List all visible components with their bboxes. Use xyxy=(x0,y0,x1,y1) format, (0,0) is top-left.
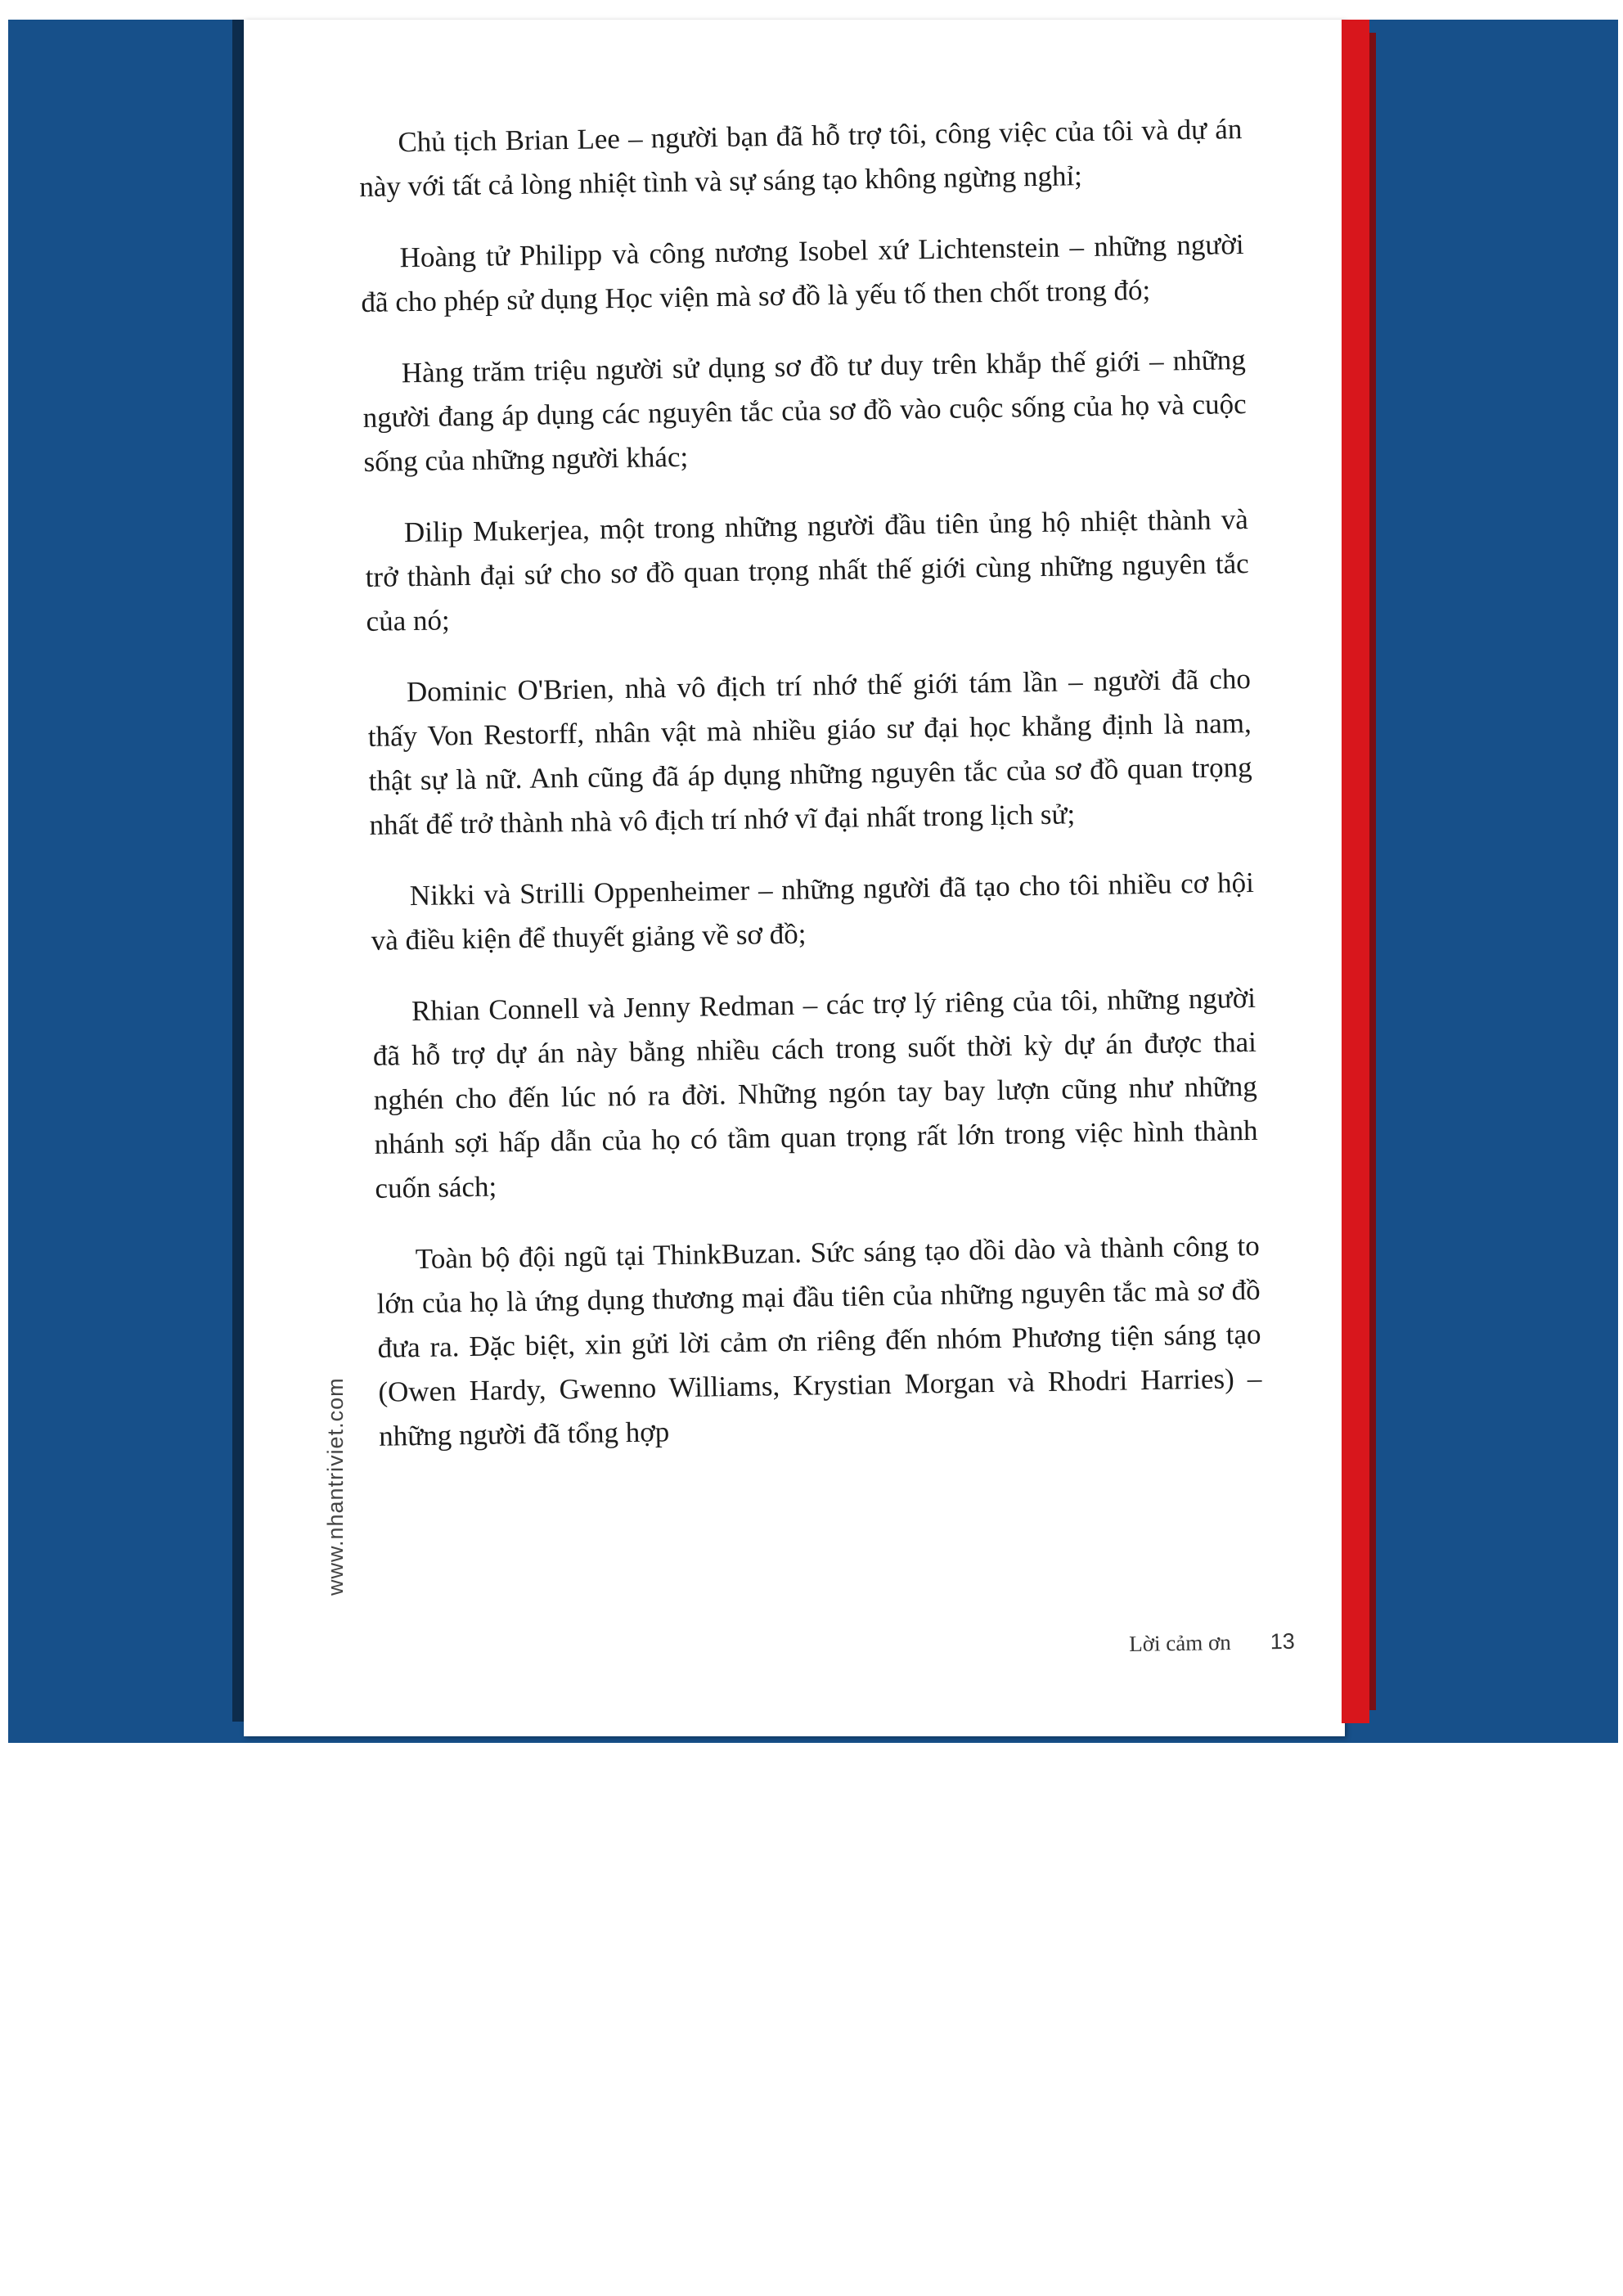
paragraph-dilip-mukerjea: Dilip Mukerjea, một trong những người đầu tiên ủng hộ nhiệt thành và trở thành đại sứ cho sơ đồ quan trọng nhất thế giới cùng những nguyên tắc của nó; xyxy=(365,502,1249,637)
side-website-url: www.nhantriviet.com xyxy=(323,1377,348,1596)
footer-section-title: Lời cảm ơn xyxy=(1129,1630,1231,1656)
paragraph-assistants: Rhian Connell và Jenny Redman – các trợ lý riêng của tôi, những người đã hỗ trợ dự án này bằng nhiều cách trong suốt thời kỳ dự án được thai nghén cho đến lúc nó ra đời. Những ngón tay bay lượn cũng như những nhánh sợi hấp dẫn của họ có tầm quan trọng rất lớn trong việc hình thành cuốn sách; xyxy=(372,981,1258,1204)
book-edge-shadow xyxy=(1369,33,1376,1710)
paragraph-thinkbuzan: Toàn bộ đội ngũ tại ThinkBuzan. Sức sáng tạo dồi dào và thành công to lớn của họ là ứng dụng thương mại đầu tiên của những nguyên tắc mà sơ đồ đưa ra. Đặc biệt, xin gửi lời cảm ơn riêng đến nhóm Phương tiện sáng tạo (Owen Hardy, Gwenno Williams, Krystian Morgan và Rhodri Harries) – những người đã tổng hợp xyxy=(376,1229,1262,1452)
acknowledgements-text xyxy=(358,107,1263,1486)
paragraph-dominic-obrien: Dominic O'Brien, nhà vô địch trí nhớ thế giới tám lần – người đã cho thấy Von Restorff, nhân vật mà nhiều giáo sư đại học khẳng định là nam, thật sự là nữ. Anh cũng đã áp dụng những nguyên tắc của sơ đồ quan trọng nhất để trở thành nhà vô địch trí nhớ vĩ đại nhất trong lịch sử; xyxy=(367,662,1252,841)
paragraph-philipp-isobel: Hoàng tử Philipp và công nương Isobel xứ Lichtenstein – những người đã cho phép sử dụng Học viện mà sơ đồ là yếu tố then chốt trong đó; xyxy=(361,228,1244,318)
paragraph-oppenheimer: Nikki và Strilli Oppenheimer – những người đã tạo cho tôi nhiều cơ hội và điều kiện để thuyết giảng về sơ đồ; xyxy=(371,866,1255,957)
paragraph-mind-map-users: Hàng trăm triệu người sử dụng sơ đồ tư duy trên khắp thế giới – những người đang áp dụng các nguyên tắc của sơ đồ vào cuộc sống của họ và cuộc sống của những người khác; xyxy=(362,344,1247,478)
book-edge-red xyxy=(1342,20,1369,1723)
page-number: 13 xyxy=(1270,1628,1296,1654)
page-footer xyxy=(1129,1629,1295,1657)
paragraph-brian-lee: Chủ tịch Brian Lee – người bạn đã hỗ trợ tôi, công việc của tôi và dự án này với tất cả lòng nhiệt tình và sự sáng tạo không ngừng nghỉ; xyxy=(358,113,1243,203)
